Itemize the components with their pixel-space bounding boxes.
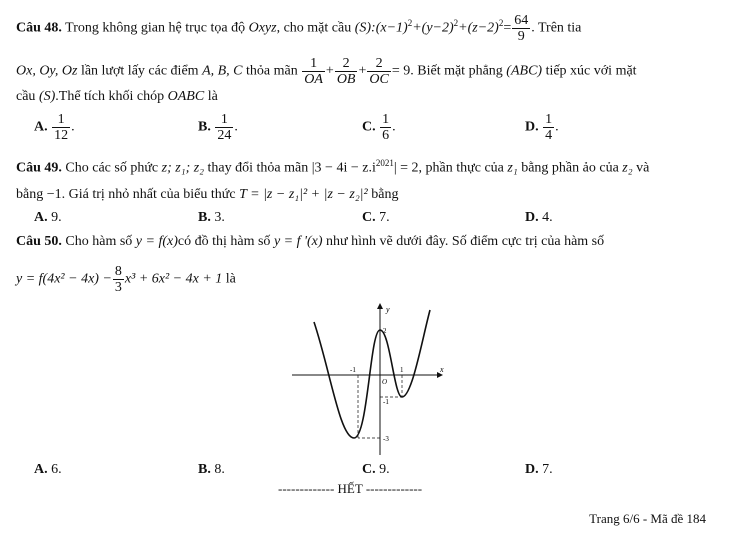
q48-frac1: $\frac{1}{OA}$ (304, 56, 323, 87)
q48-frac2: $\frac{2}{OB}$ (336, 56, 356, 87)
q48-line1: Câu 48. Trong không gian hệ trục tọa độ Oxyz, cho mặt cầu $(S):(x-1)^2+(y-2)^2+(z-2)^2=$ $\frac{64}{9}$ . Trên tia (16, 13, 582, 44)
q48-eq-mid2: +(z−2) (458, 20, 499, 36)
q50-line2 (16, 264, 236, 295)
q49-cond: |3 − 4i − z.i (311, 160, 376, 176)
q48-line2: Ox, Oy, Oz lần lượt lấy các điểm A, B, C thỏa mãn $\frac{1}{OA}$ + $\frac{2}{OB}$ + $\frac{2}{OC}$ = 9. Biết mặt phẳng (ABC) tiếp xúc với mặt (16, 56, 637, 87)
graph-tick-x-neg: -1 (350, 366, 356, 374)
q48-line3b: .Thể tích khối chóp (55, 89, 165, 104)
graph-origin: O (382, 378, 388, 386)
q50-l2b: x³ + 6x² − 4x + 1 (124, 271, 223, 287)
graph-tick-y-top: 2 (383, 327, 387, 335)
graph-tick-y-neg1: -1 (383, 398, 389, 406)
q48-pyr: OABC (167, 89, 205, 104)
q50-l2a: y = f(4x² − 4x) − (16, 271, 112, 287)
q48-eq-fraction: $\frac{64}{9}$ (514, 13, 529, 44)
q50-label: Câu 50. (16, 234, 62, 249)
q48-line2d: tiếp xúc với mặt (545, 63, 637, 79)
q49-l2b: bằng (371, 187, 399, 202)
q50-fp: y = f '(x) (273, 234, 323, 249)
q48-eq-mid1: +(y−2) (412, 20, 454, 36)
q49-expr: T = |z − z₁|² + |z − z₂|² (239, 187, 368, 202)
graph-y-label: y (386, 305, 390, 314)
graph-x-label: x (440, 365, 444, 374)
q48-option-c[interactable]: C. $\frac{1}{6}$ . (362, 112, 396, 143)
q50-option-d[interactable]: D. 7. (525, 462, 553, 477)
q49-l2a: bằng −1. Giá trị nhỏ nhất của biểu thức (16, 187, 236, 202)
q49-line2 (16, 186, 398, 204)
q49-option-b[interactable]: B. 3. (198, 210, 225, 225)
derivative-curve (314, 310, 430, 438)
q48-intro: Trong không gian hệ trục tọa độ (65, 20, 246, 36)
q49-label: Câu 49. (16, 160, 62, 176)
q49-option-a[interactable]: A. 9. (34, 210, 62, 225)
end-marker: ------------- HẾT ------------- (278, 481, 423, 496)
q48-sph: (S) (38, 89, 56, 104)
q49-line1 (16, 154, 649, 178)
q49-l1a: Cho các số phức (65, 160, 159, 176)
q49-exp: 2021 (375, 158, 394, 168)
q50-l2c: là (225, 271, 236, 287)
q49-vars: z; z₁; z₂ (161, 160, 205, 176)
q48-line2b: thỏa mãn (246, 63, 298, 79)
q48-line3c: là (207, 89, 218, 104)
q48-axes: Ox, Oy, Oz (16, 63, 78, 79)
q48-tail1: . Trên tia (531, 20, 582, 36)
q48-frac3: $\frac{2}{OC}$ (369, 56, 389, 87)
q48-points: A, B, C (202, 63, 243, 79)
q48-sphere-text: , cho mặt cầu (276, 20, 352, 36)
q49-l1b: thay đổi thỏa mãn (207, 160, 309, 176)
q50-l1c: như hình vẽ dưới đây. Số điểm cực trị của hàm số (326, 234, 605, 249)
graph-tick-x-pos: 1 (400, 366, 404, 374)
q48-line3 (16, 88, 218, 106)
q48-label: Câu 48. (16, 20, 62, 36)
q49-cond2: | = 2 (393, 160, 419, 176)
q50-f: y = f(x) (135, 234, 178, 249)
derivative-graph (290, 300, 450, 460)
q50-l1a: Cho hàm số (65, 234, 133, 249)
q49-z2: z₂ (622, 160, 633, 176)
q48-eq-eq: = (503, 20, 512, 36)
q49-option-d[interactable]: D. 4. (525, 210, 553, 225)
q50-option-b[interactable]: B. 8. (198, 462, 225, 477)
q49-l1e: và (636, 160, 650, 176)
q48-line2c: . Biết mặt phẳng (410, 63, 503, 79)
q49-l1c: , phần thực của (418, 160, 504, 176)
q48-space: Oxyz (248, 20, 277, 36)
page-footer: Trang 6/6 - Mã đề 184 (589, 511, 706, 526)
q50-option-a[interactable]: A. 6. (34, 462, 62, 477)
q48-line3a: cầu (16, 89, 36, 104)
q48-eq9: = 9 (391, 63, 411, 79)
q48-line2a: lần lượt lấy các điểm (80, 63, 199, 79)
q48-plane: (ABC) (506, 63, 543, 79)
q50-l1b: có đồ thị hàm số (177, 234, 271, 249)
q50-line1 (16, 233, 604, 251)
q49-option-c[interactable]: C. 7. (362, 210, 390, 225)
q49-l1d: bằng phần ảo của (521, 160, 619, 176)
q48-eq-prefix: (S):(x−1) (354, 20, 408, 36)
q50-option-c[interactable]: C. 9. (362, 462, 390, 477)
q50-frac: $\frac{8}{3}$ (114, 264, 122, 295)
q48-option-b[interactable]: B. $\frac{1}{24}$ . (198, 112, 238, 143)
q49-z1: z₁ (507, 160, 518, 176)
q48-option-a[interactable]: A. $\frac{1}{12}$ . (34, 112, 75, 143)
graph-tick-y-neg3: -3 (383, 435, 389, 443)
q48-option-d[interactable]: D. $\frac{1}{4}$ . (525, 112, 559, 143)
